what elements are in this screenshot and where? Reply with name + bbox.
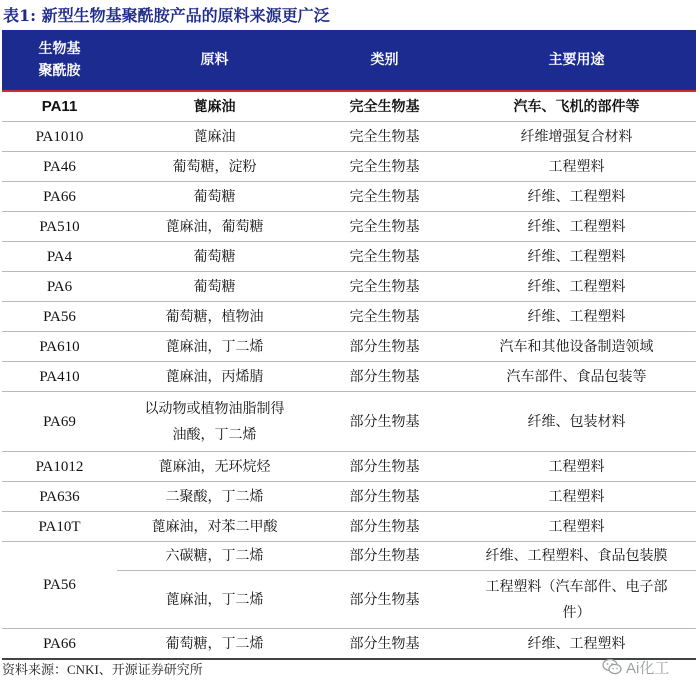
cell-name: PA4 (2, 242, 117, 272)
cell-material: 葡萄糖，丁二烯 (117, 629, 312, 660)
cell-material-line1: 以动物或植物油脂制得 (144, 400, 285, 417)
cell-material: 蓖麻油 (117, 91, 312, 122)
cell-category: 完全生物基 (312, 91, 457, 122)
cell-category: 部分生物基 (312, 542, 457, 571)
cell-name: PA11 (2, 91, 117, 122)
source-note (2, 660, 203, 680)
cell-category: 完全生物基 (312, 302, 457, 332)
cell-category: 完全生物基 (312, 272, 457, 302)
table-row (2, 122, 696, 152)
cell-category: 部分生物基 (312, 571, 457, 629)
header-usage: 主要用途 (457, 30, 696, 91)
cell-name: PA610 (2, 332, 117, 362)
cell-material: 蓖麻油，丙烯腈 (117, 362, 312, 392)
header-name-line2: 聚酰胺 (38, 63, 81, 79)
cell-usage: 纤维、工程塑料 (457, 302, 696, 332)
cell-name: PA66 (2, 182, 117, 212)
cell-category: 完全生物基 (312, 182, 457, 212)
cell-material: 蓖麻油，丁二烯 (117, 332, 312, 362)
table-row (2, 182, 696, 212)
cell-usage: 纤维、工程塑料、食品包装膜 (457, 542, 696, 571)
table-header-row (2, 30, 696, 91)
table-row (2, 512, 696, 542)
cell-name: PA510 (2, 212, 117, 242)
cell-category: 部分生物基 (312, 332, 457, 362)
cell-category: 完全生物基 (312, 212, 457, 242)
cell-name: PA56 (2, 302, 117, 332)
cell-category: 部分生物基 (312, 362, 457, 392)
cell-usage: 纤维、包装材料 (457, 392, 696, 452)
cell-name: PA410 (2, 362, 117, 392)
cell-category: 完全生物基 (312, 122, 457, 152)
table-row (2, 272, 696, 302)
source-prefix: 资料来源： (2, 663, 68, 678)
watermark (602, 655, 669, 679)
cell-name: PA66 (2, 629, 117, 660)
cell-material: 葡萄糖 (117, 182, 312, 212)
cell-name: PA1012 (2, 452, 117, 482)
cell-usage: 工程塑料 (457, 452, 696, 482)
cell-usage: 纤维、工程塑料 (457, 212, 696, 242)
cell-category: 部分生物基 (312, 452, 457, 482)
cell-material (117, 392, 312, 452)
cell-usage-line2: 件） (562, 604, 591, 621)
header-name (2, 30, 117, 91)
cell-category: 部分生物基 (312, 512, 457, 542)
cell-usage: 汽车、飞机的部件等 (457, 91, 696, 122)
cell-category: 部分生物基 (312, 392, 457, 452)
header-name-line1: 生物基 (38, 41, 81, 57)
polyamide-table (2, 30, 696, 660)
cell-material: 葡萄糖 (117, 242, 312, 272)
cell-usage: 工程塑料 (457, 152, 696, 182)
cell-material: 葡萄糖，植物油 (117, 302, 312, 332)
cell-name: PA636 (2, 482, 117, 512)
table-row (2, 302, 696, 332)
cell-name: PA56 (2, 542, 117, 629)
table-caption: 新型生物基聚酰胺产品的原料来源更广泛 (41, 6, 330, 25)
table-row (2, 542, 696, 571)
cell-material: 蓖麻油 (117, 122, 312, 152)
cell-name: PA10T (2, 512, 117, 542)
source-text: CNKI、开源证券研究所 (67, 662, 203, 677)
cell-usage: 纤维、工程塑料 (457, 242, 696, 272)
wechat-icon (602, 658, 622, 676)
table-row (2, 482, 696, 512)
cell-material: 葡萄糖，淀粉 (117, 152, 312, 182)
cell-category: 完全生物基 (312, 242, 457, 272)
watermark-text: Ai化工 (626, 659, 670, 677)
table-number: 表1: (3, 6, 37, 25)
table-row (2, 362, 696, 392)
cell-usage: 纤维、工程塑料 (457, 272, 696, 302)
header-material: 原料 (117, 30, 312, 91)
cell-usage: 纤维增强复合材料 (457, 122, 696, 152)
cell-material: 葡萄糖 (117, 272, 312, 302)
cell-usage: 工程塑料 (457, 512, 696, 542)
cell-category: 完全生物基 (312, 152, 457, 182)
cell-name: PA1010 (2, 122, 117, 152)
table-row (2, 91, 696, 122)
cell-material: 六碳糖，丁二烯 (117, 542, 312, 571)
cell-material: 蓖麻油，丁二烯 (117, 571, 312, 629)
cell-material: 蓖麻油，葡萄糖 (117, 212, 312, 242)
cell-name: PA6 (2, 272, 117, 302)
cell-usage: 纤维、工程塑料 (457, 182, 696, 212)
table-row (2, 152, 696, 182)
cell-usage-line1: 工程塑料（汽车部件、电子部 (485, 578, 668, 595)
cell-material-line2: 油酸，丁二烯 (172, 426, 257, 443)
table-row (2, 392, 696, 452)
table-row (2, 212, 696, 242)
cell-material: 蓖麻油，对苯二甲酸 (117, 512, 312, 542)
table-row (2, 242, 696, 272)
cell-name: PA46 (2, 152, 117, 182)
cell-category: 部分生物基 (312, 482, 457, 512)
cell-usage: 汽车部件、食品包装等 (457, 362, 696, 392)
cell-usage (457, 571, 696, 629)
cell-name: PA69 (2, 392, 117, 452)
table-title (3, 4, 330, 28)
header-category: 类别 (312, 30, 457, 91)
table-row (2, 629, 696, 660)
table-row (2, 332, 696, 362)
cell-material: 蓖麻油，无环烷烃 (117, 452, 312, 482)
cell-usage: 工程塑料 (457, 482, 696, 512)
cell-usage: 纤维、工程塑料 (457, 629, 696, 660)
table-row (2, 452, 696, 482)
cell-category: 部分生物基 (312, 629, 457, 660)
cell-usage: 汽车和其他设备制造领域 (457, 332, 696, 362)
cell-material: 二聚酸，丁二烯 (117, 482, 312, 512)
